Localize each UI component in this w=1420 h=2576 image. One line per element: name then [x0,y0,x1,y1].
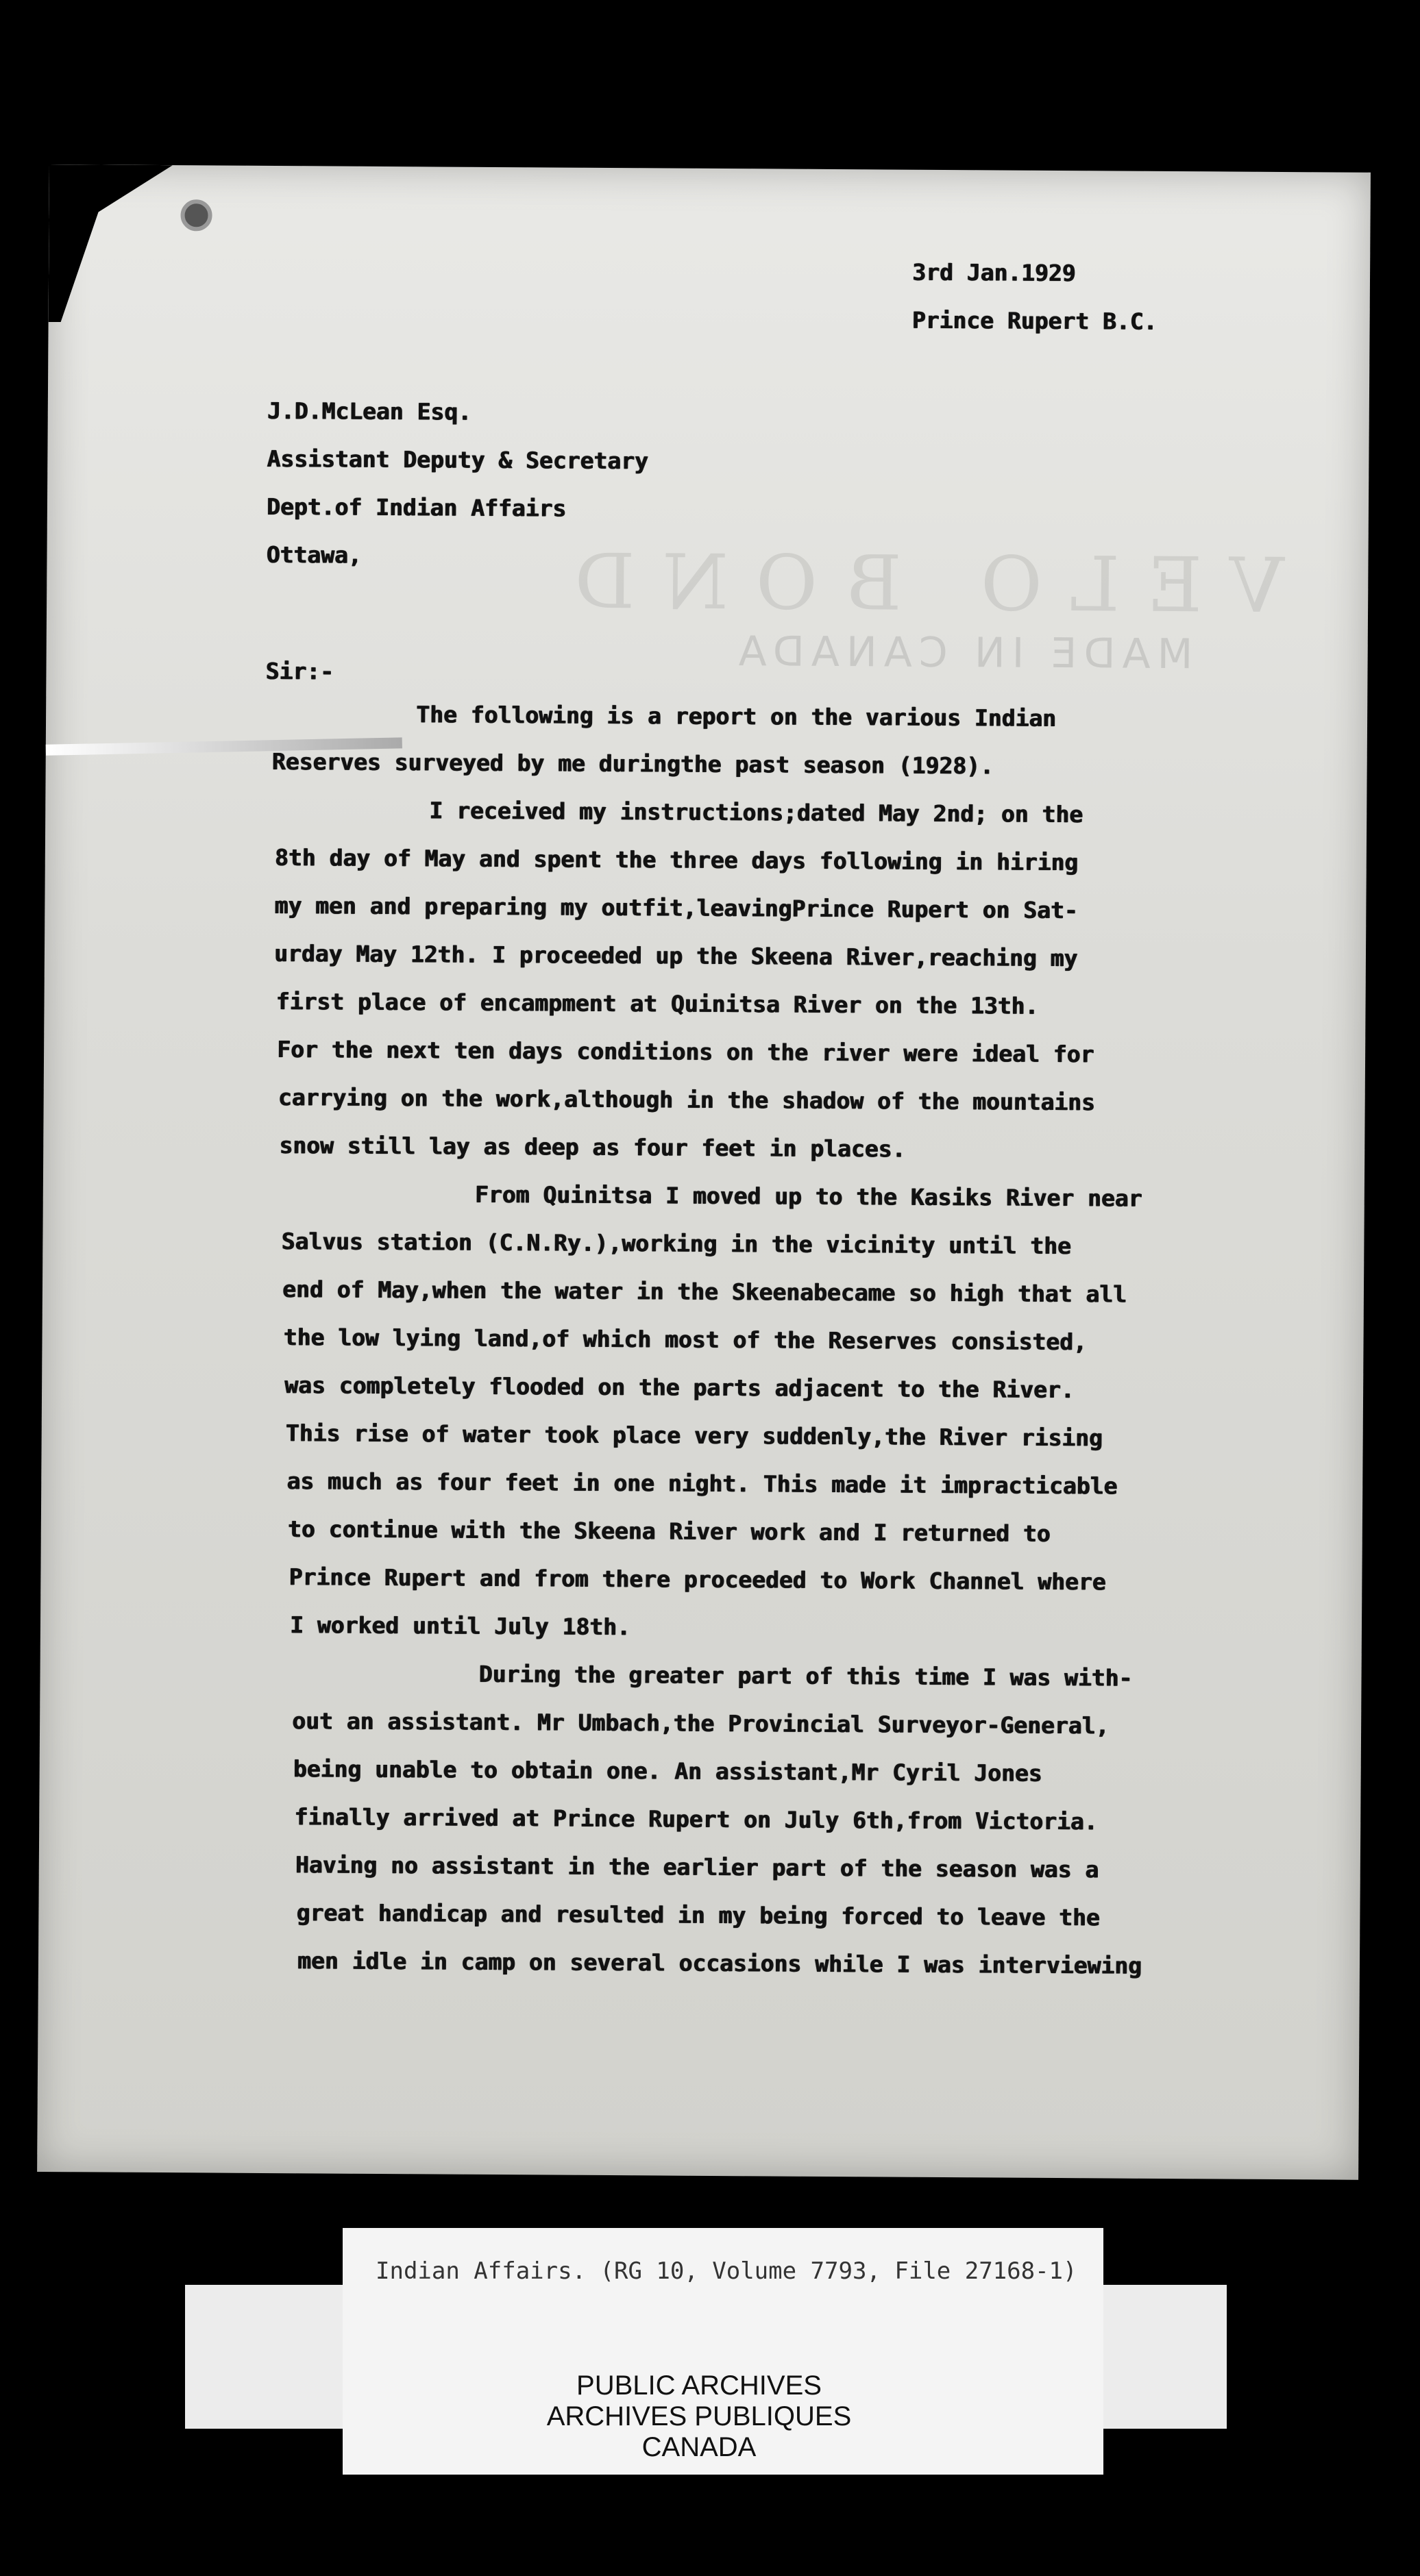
body-line: finally arrived at Prince Rupert on July 6th,from Victoria. [294,1803,1098,1835]
body-line: This rise of water took place very suddenly,the River rising [285,1420,1103,1452]
recipient-line: Assistant Deputy & Secretary [267,445,648,475]
letter-page [37,164,1371,2180]
body-line: was completely flooded on the parts adjacent to the River. [284,1372,1075,1404]
body-line: Prince Rupert and from there proceeded to Work Channel where [289,1563,1106,1596]
recipient-line: Ottawa, [266,541,362,569]
torn-corner [49,164,173,323]
body-line: Reserves surveyed by me duringthe past season (1928). [271,748,994,780]
body-line: as much as four feet in one night. This made it impracticable [286,1467,1118,1500]
body-line: I worked until July 18th. [289,1611,631,1641]
body-line: For the next ten days conditions on the river were ideal for [276,1036,1094,1068]
body-line: the low lying land,of which most of the Reserves consisted, [283,1324,1087,1356]
body-line: 8th day of May and spent the three days following in hiring [274,844,1079,876]
archive-name-fr: ARCHIVES PUBLIQUES [546,2401,852,2431]
body-line: out an assistant. Mr Umbach,the Provincial Surveyor-General, [292,1707,1110,1739]
archive-name-en: PUBLIC ARCHIVES [576,2370,822,2401]
recipient-line: Dept.of Indian Affairs [266,493,567,522]
archive-country: CANADA [641,2432,757,2462]
body-line: snow still lay as deep as four feet in places. [279,1132,906,1163]
body-line: to continue with the Skeena River work and I returned to [287,1515,1051,1547]
letter-date: 3rd Jan.1929 [911,258,1076,287]
salutation: Sir:- [265,657,334,685]
body-line: The following is a report on the various Indian [415,701,1056,732]
body-line: first place of encampment at Quinitsa River on the 13th. [276,988,1039,1019]
body-line: Salvus station (C.N.Ry.),working in the vicinity until the [281,1228,1071,1260]
body-line: I received my instructions;dated May 2nd; on the [429,797,1084,828]
body-line: carrying on the work,although in the shadow of the mountains [278,1084,1095,1116]
body-line: men idle in camp on several occasions while I was interviewing [297,1947,1142,1979]
punch-hole [180,199,212,231]
watermark-brand: VELO BOND [546,537,1285,630]
body-line: From Quinitsa I moved up to the Kasiks River near [474,1180,1142,1212]
body-line: being unable to obtain one. An assistant,Mr Cyril Jones [293,1755,1042,1787]
body-line: my men and preparing my outfit,leavingPrince Rupert on Sat- [274,892,1078,924]
body-line: end of May,when the water in the Skeenabecame so high that all [282,1276,1127,1308]
letter-place: Prince Rupert B.C. [911,306,1158,335]
archive-reference: Indian Affairs. (RG 10, Volume 7793, File 27168-1) [376,2257,1077,2285]
body-line: great handicap and resulted in my being forced to leave the [296,1899,1100,1931]
watermark-origin: MADE IN CANADA [731,628,1193,679]
body-line: During the greater part of this time I was with- [478,1660,1133,1692]
body-line: urday May 12th. I proceeded up the Skeena River,reaching my [273,940,1078,972]
recipient-line: J.D.McLean Esq. [267,397,472,425]
body-line: Having no assistant in the earlier part of the season was a [295,1851,1099,1883]
